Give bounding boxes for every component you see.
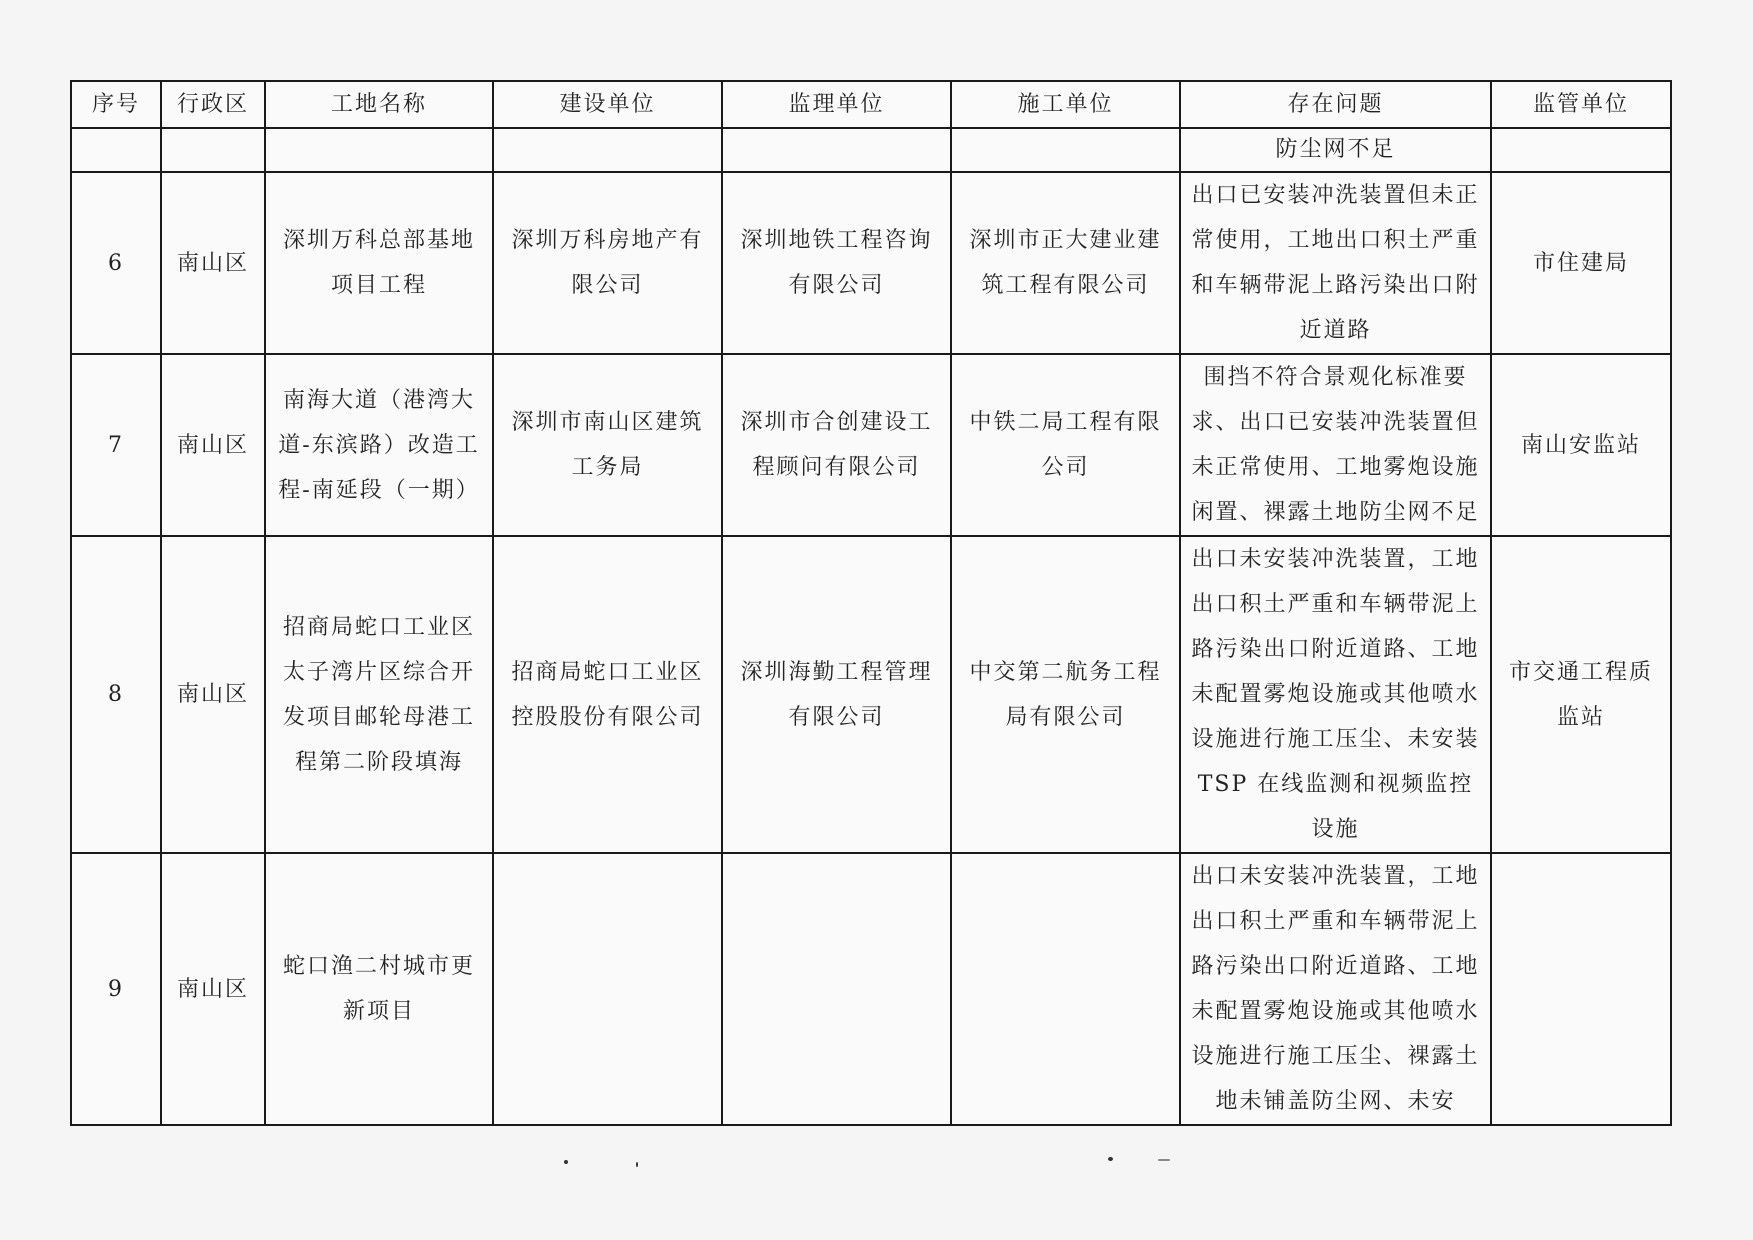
site-name-cell: 招商局蛇口工业区太子湾片区综合开发项目邮轮母港工程第二阶段填海 — [265, 536, 493, 853]
contractor-cell: 中铁二局工程有限公司 — [951, 354, 1180, 536]
table-row — [71, 536, 1671, 853]
district-cell: 南山区 — [161, 536, 265, 853]
contractor-cell — [951, 853, 1180, 1125]
scan-speck — [564, 1160, 568, 1164]
table-row-continued — [71, 128, 1671, 172]
scan-speck — [636, 1162, 638, 1167]
issue-cell: 出口已安装冲洗装置但未正常使用，工地出口积土严重和车辆带泥上路污染出口附近道路 — [1180, 172, 1491, 354]
issue-cell: 出口未安装冲洗装置，工地出口积土严重和车辆带泥上路污染出口附近道路、工地未配置雾炮设施或其他喷水设施进行施工压尘、裸露土地未铺盖防尘网、未安 — [1180, 853, 1491, 1125]
table-row — [71, 853, 1671, 1125]
scan-speck — [1108, 1157, 1113, 1161]
issue-cell: 围挡不符合景观化标准要求、出口已安装冲洗装置但未正常使用、工地雾炮设施闲置、裸露土地防尘网不足 — [1180, 354, 1491, 536]
header-regulator: 监管单位 — [1491, 81, 1671, 128]
supervisor-cell: 深圳市合创建设工程顾问有限公司 — [722, 354, 951, 536]
table-cell — [265, 128, 493, 172]
header-no: 序号 — [71, 81, 161, 128]
header-contractor: 施工单位 — [951, 81, 1180, 128]
header-supervisor: 监理单位 — [722, 81, 951, 128]
row-number: 9 — [71, 853, 161, 1125]
regulator-cell — [1491, 853, 1671, 1125]
header-site: 工地名称 — [265, 81, 493, 128]
supervisor-cell: 深圳海勤工程管理有限公司 — [722, 536, 951, 853]
district-cell: 南山区 — [161, 172, 265, 354]
site-name-cell: 南海大道（港湾大道-东滨路）改造工程-南延段（一期） — [265, 354, 493, 536]
table-cell — [161, 128, 265, 172]
builder-cell: 招商局蛇口工业区控股股份有限公司 — [493, 536, 722, 853]
builder-cell: 深圳市南山区建筑工务局 — [493, 354, 722, 536]
site-name-cell: 蛇口渔二村城市更新项目 — [265, 853, 493, 1125]
district-cell: 南山区 — [161, 354, 265, 536]
contractor-cell: 中交第二航务工程局有限公司 — [951, 536, 1180, 853]
header-builder: 建设单位 — [493, 81, 722, 128]
table-cell — [722, 128, 951, 172]
table-cell — [493, 128, 722, 172]
regulator-cell: 市交通工程质监站 — [1491, 536, 1671, 853]
scan-speck — [1158, 1159, 1170, 1161]
header-district: 行政区 — [161, 81, 265, 128]
supervisor-cell: 深圳地铁工程咨询有限公司 — [722, 172, 951, 354]
supervisor-cell — [722, 853, 951, 1125]
issue-cell: 防尘网不足 — [1180, 128, 1491, 172]
regulator-cell: 南山安监站 — [1491, 354, 1671, 536]
builder-cell: 深圳万科房地产有限公司 — [493, 172, 722, 354]
site-name-cell: 深圳万科总部基地项目工程 — [265, 172, 493, 354]
contractor-cell: 深圳市正大建业建筑工程有限公司 — [951, 172, 1180, 354]
row-number: 8 — [71, 536, 161, 853]
table-row — [71, 172, 1671, 354]
issue-cell: 出口未安装冲洗装置，工地出口积土严重和车辆带泥上路污染出口附近道路、工地未配置雾炮设施或其他喷水设施进行施工压尘、未安装 TSP 在线监测和视频监控设施 — [1180, 536, 1491, 853]
header-row — [71, 81, 1671, 128]
regulator-cell: 市住建局 — [1491, 172, 1671, 354]
district-cell: 南山区 — [161, 853, 265, 1125]
table-row — [71, 354, 1671, 536]
table-cell — [71, 128, 161, 172]
row-number: 7 — [71, 354, 161, 536]
row-number: 6 — [71, 172, 161, 354]
header-issue: 存在问题 — [1180, 81, 1491, 128]
table-cell — [951, 128, 1180, 172]
construction-site-table — [70, 80, 1672, 1126]
builder-cell — [493, 853, 722, 1125]
table-cell — [1491, 128, 1671, 172]
